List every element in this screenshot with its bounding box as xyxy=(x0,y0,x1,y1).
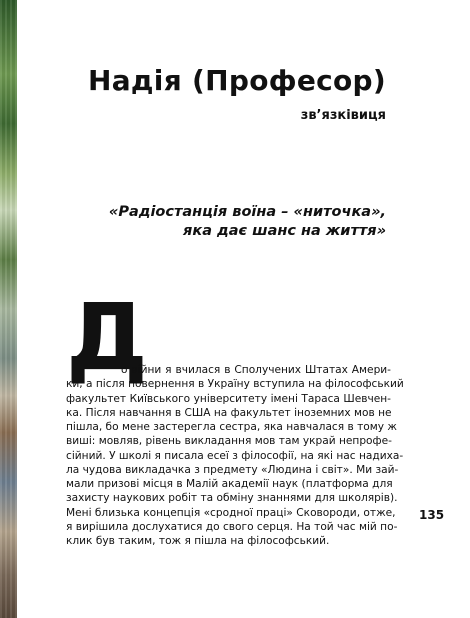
body-line: ка. Після навчання в США на факультет іноземних мов не xyxy=(66,406,392,419)
quote-line: «Радіостанція воїна – «ниточка», xyxy=(108,204,386,220)
drop-cap: Д xyxy=(66,284,148,391)
page-subtitle: зв’язківиця xyxy=(300,108,386,123)
body-line: клик був таким, тож я пішла на філософський. xyxy=(66,535,330,547)
page-title: Надія (Професор) xyxy=(87,64,386,97)
body-paragraph xyxy=(66,363,404,548)
body-line: ки, а після повернення в Україну вступила на філософський xyxy=(66,378,404,391)
body-line: Мені близька концепція «сродної праці» Сковороди, отже, xyxy=(66,506,396,519)
body-line: захисту наукових робіт та обміну знаннями для школярів). xyxy=(66,492,398,505)
quote-line: яка дає шанс на життя» xyxy=(183,223,386,239)
photo-edge-strip xyxy=(0,0,17,618)
pull-quote xyxy=(86,203,386,241)
body-line: ла чудова викладачка з предмету «Людина і світ». Ми зай- xyxy=(66,463,399,476)
body-line: факультет Київського університету імені Тараса Шевчен- xyxy=(66,392,391,405)
body-line: сійний. У школі я писала есеї з філософії, на які нас надиха- xyxy=(66,449,404,462)
body-line: виші: мовляв, рівень викладання мов там украй непрофе- xyxy=(66,435,392,448)
body-line: мали призові місця в Малій академії наук (платформа для xyxy=(66,478,393,490)
page-number: 135 xyxy=(419,508,445,522)
body-line: я вирішила дослухатися до свого серця. На той час мій по- xyxy=(66,520,398,533)
body-line: о війни я вчилася в Сполучених Штатах Амери- xyxy=(121,364,391,376)
body-line: пішла, бо мене застерегла сестра, яка навчалася в тому ж xyxy=(66,421,397,433)
